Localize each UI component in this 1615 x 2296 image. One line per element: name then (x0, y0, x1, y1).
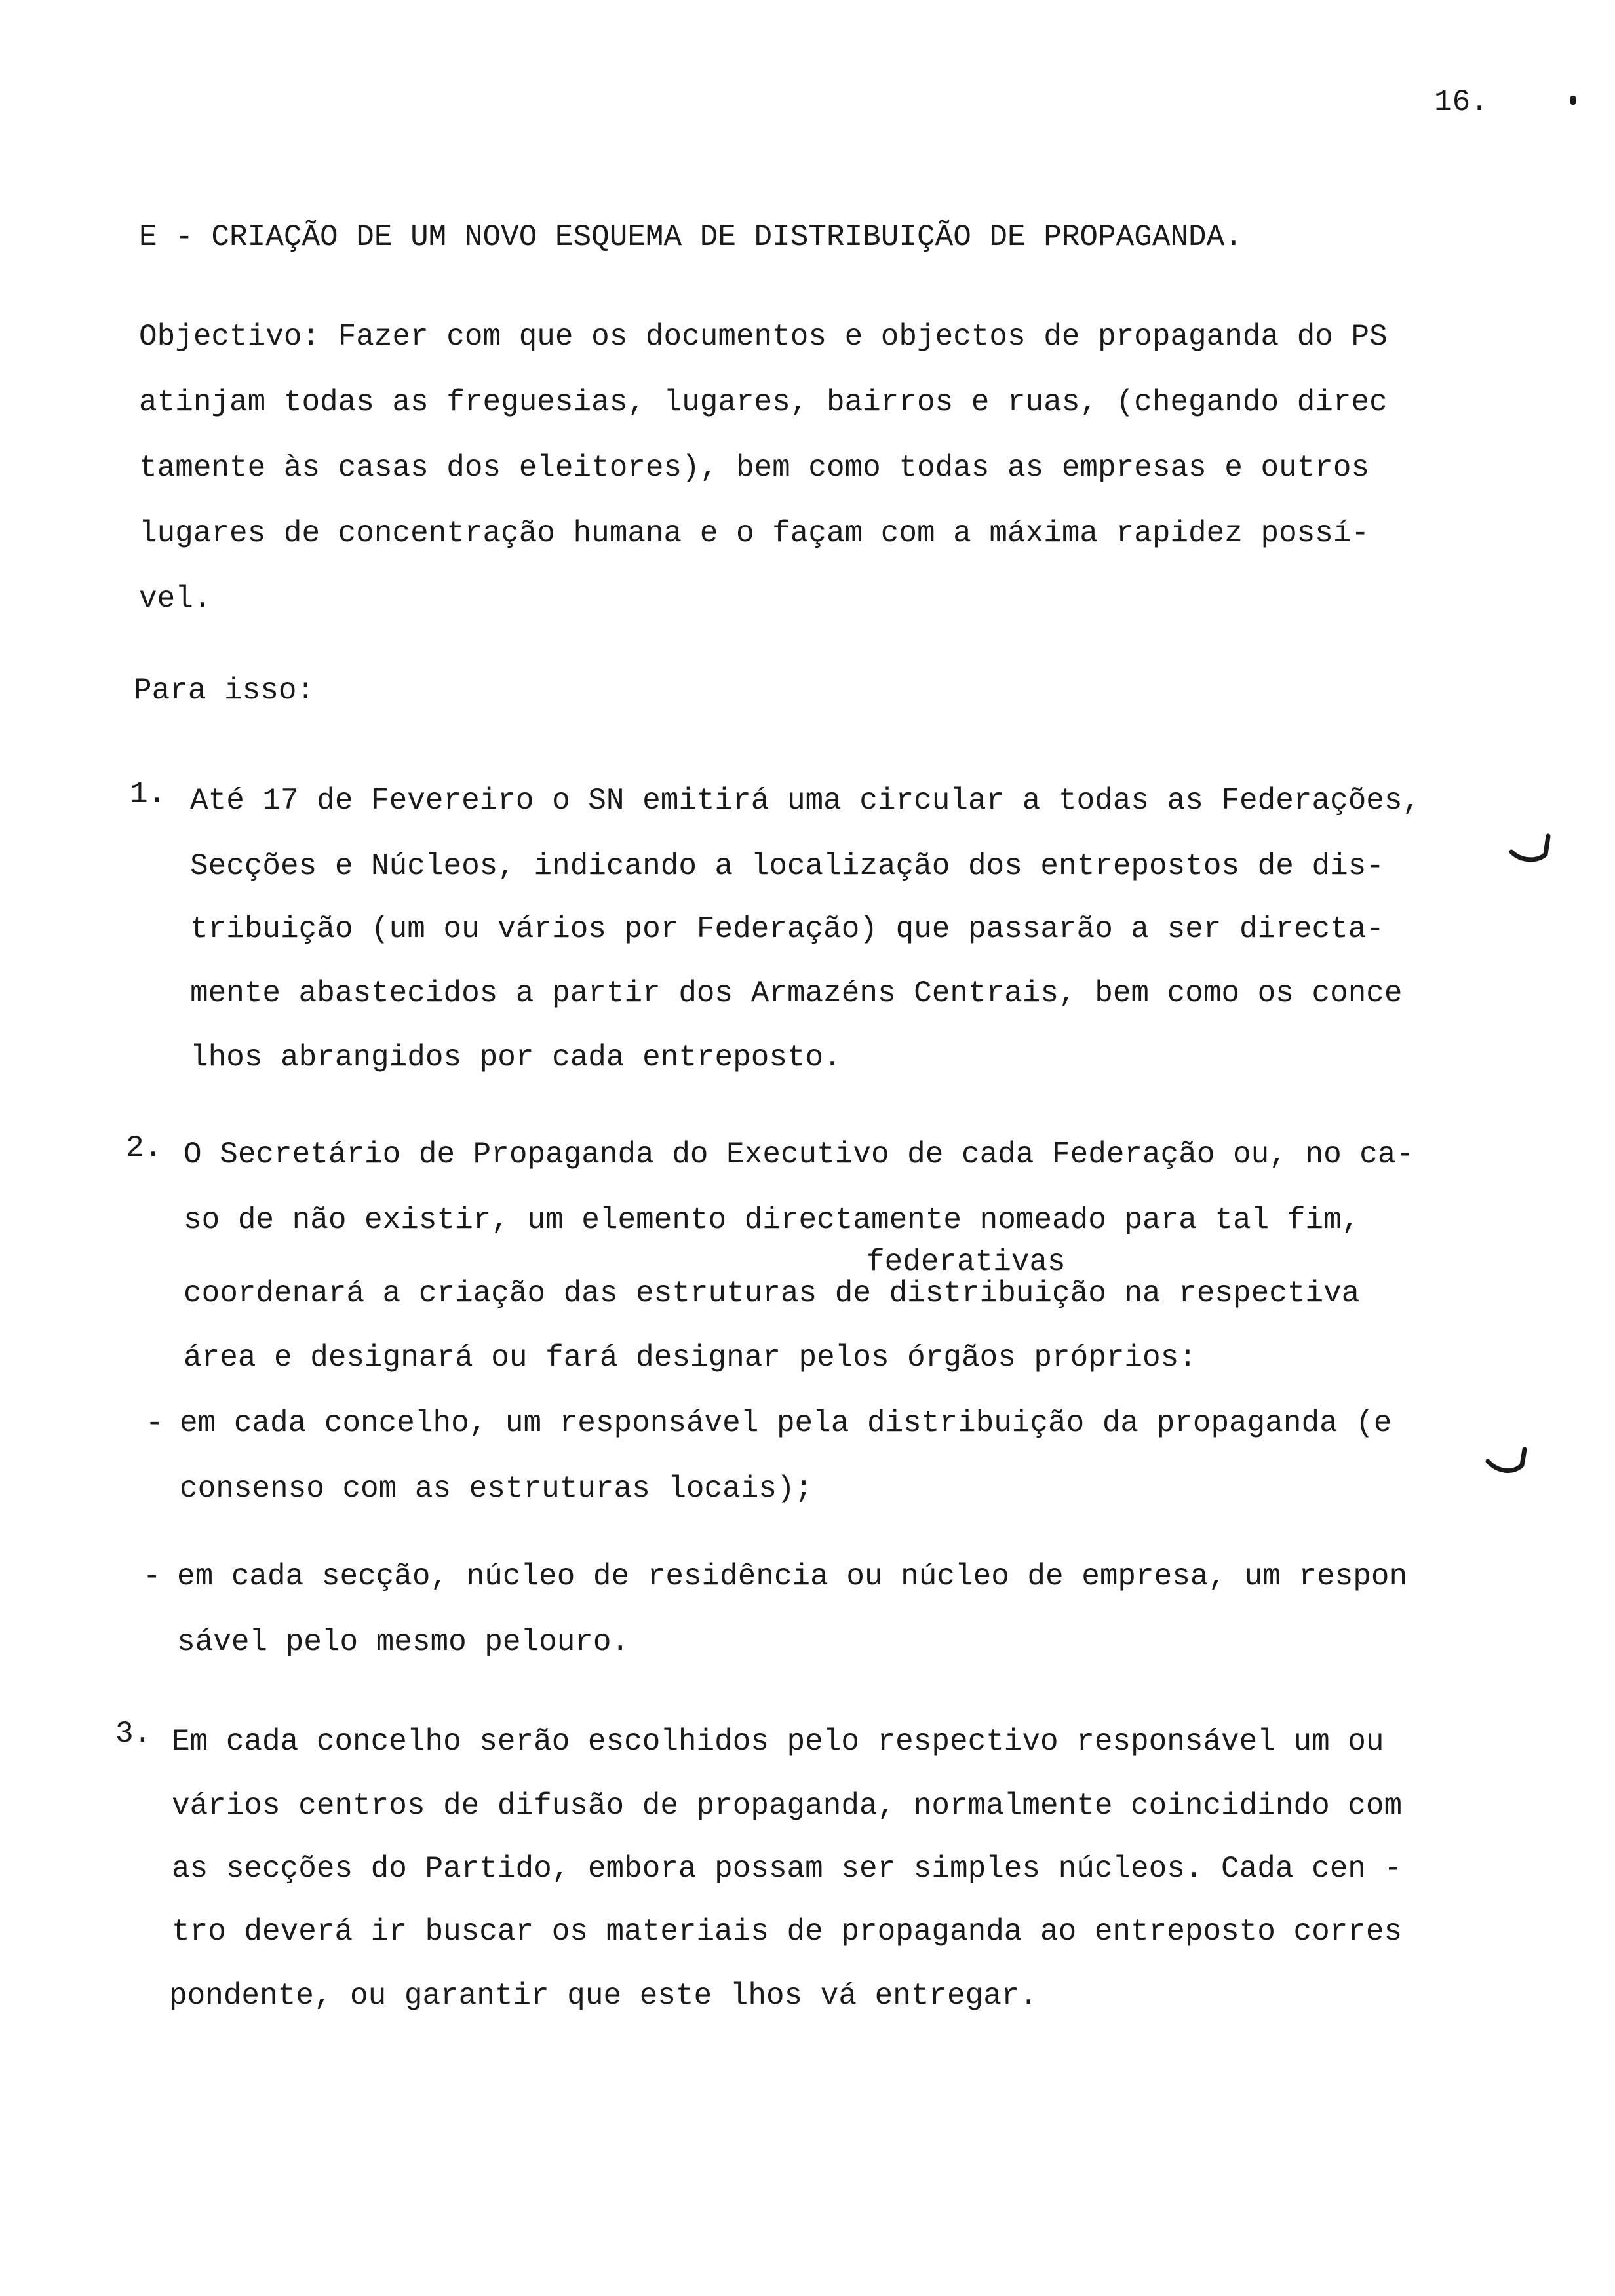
objective-line: lugares de concentração humana e o façam com a máxima rapidez possí- (139, 516, 1370, 550)
bullet-dash: - (143, 1559, 161, 1594)
item-line: tribuição (um ou vários por Federação) que passarão a ser directa- (190, 912, 1384, 946)
objective-line: atinjam todas as freguesias, lugares, bairros e ruas, (chegando direc (139, 385, 1388, 419)
item-number: 2. (126, 1131, 163, 1165)
bullet-line: em cada secção, núcleo de residência ou núcleo de empresa, um respon (177, 1559, 1408, 1594)
item-line: Secções e Núcleos, indicando a localização dos entrepostos de dis- (190, 849, 1384, 883)
section-heading: E - CRIAÇÃO DE UM NOVO ESQUEMA DE DISTRIBUIÇÃO DE PROPAGANDA. (139, 220, 1243, 254)
bullet-dash: - (146, 1406, 164, 1440)
objective-line: Objectivo: Fazer com que os documentos e objectos de propaganda do PS (139, 320, 1388, 354)
bullet-line: sável pelo mesmo pelouro. (177, 1625, 630, 1659)
handwritten-insertion: federativas (866, 1245, 1066, 1279)
item-line: pondente, ou garantir que este lhos vá entregar. (169, 1979, 1038, 2013)
item-line: O Secretário de Propaganda do Executivo de cada Federação ou, no ca- (184, 1138, 1414, 1172)
item-line: vários centros de difusão de propaganda, normalmente coincidindo com (172, 1789, 1403, 1823)
item-number: 1. (130, 777, 166, 811)
item-line: so de não existir, um elemento directamente nomeado para tal fim, (184, 1203, 1360, 1237)
bullet-line: consenso com as estruturas locais); (180, 1472, 813, 1506)
item-line: tro deverá ir buscar os materiais de propaganda ao entreposto corres (172, 1915, 1403, 1949)
bullet-line: em cada concelho, um responsável pela distribuição da propaganda (e (180, 1406, 1392, 1440)
checkmark-icon (1484, 1445, 1530, 1482)
item-number: 3. (115, 1717, 152, 1751)
margin-mark (1570, 96, 1576, 105)
objective-line: vel. (139, 582, 212, 616)
item-line: lhos abrangidos por cada entreposto. (190, 1041, 842, 1075)
item-line: área e designará ou fará designar pelos órgãos próprios: (184, 1341, 1197, 1375)
item-line: Até 17 de Fevereiro o SN emitirá uma circular a todas as Federações, (190, 784, 1421, 818)
objective-line: tamente às casas dos eleitores), bem como todas as empresas e outros (139, 451, 1370, 485)
checkmark-icon (1508, 832, 1553, 869)
page-number: 16. (1434, 85, 1489, 119)
intro-text: Para isso: (134, 674, 315, 708)
item-line: mente abastecidos a partir dos Armazéns Centrais, bem como os conce (190, 976, 1403, 1010)
item-line: coordenará a criação das estruturas de distribuição na respectiva (184, 1276, 1360, 1311)
item-line: as secções do Partido, embora possam ser simples núcleos. Cada cen - (172, 1852, 1403, 1886)
item-line: Em cada concelho serão escolhidos pelo respectivo responsável um ou (172, 1725, 1384, 1759)
